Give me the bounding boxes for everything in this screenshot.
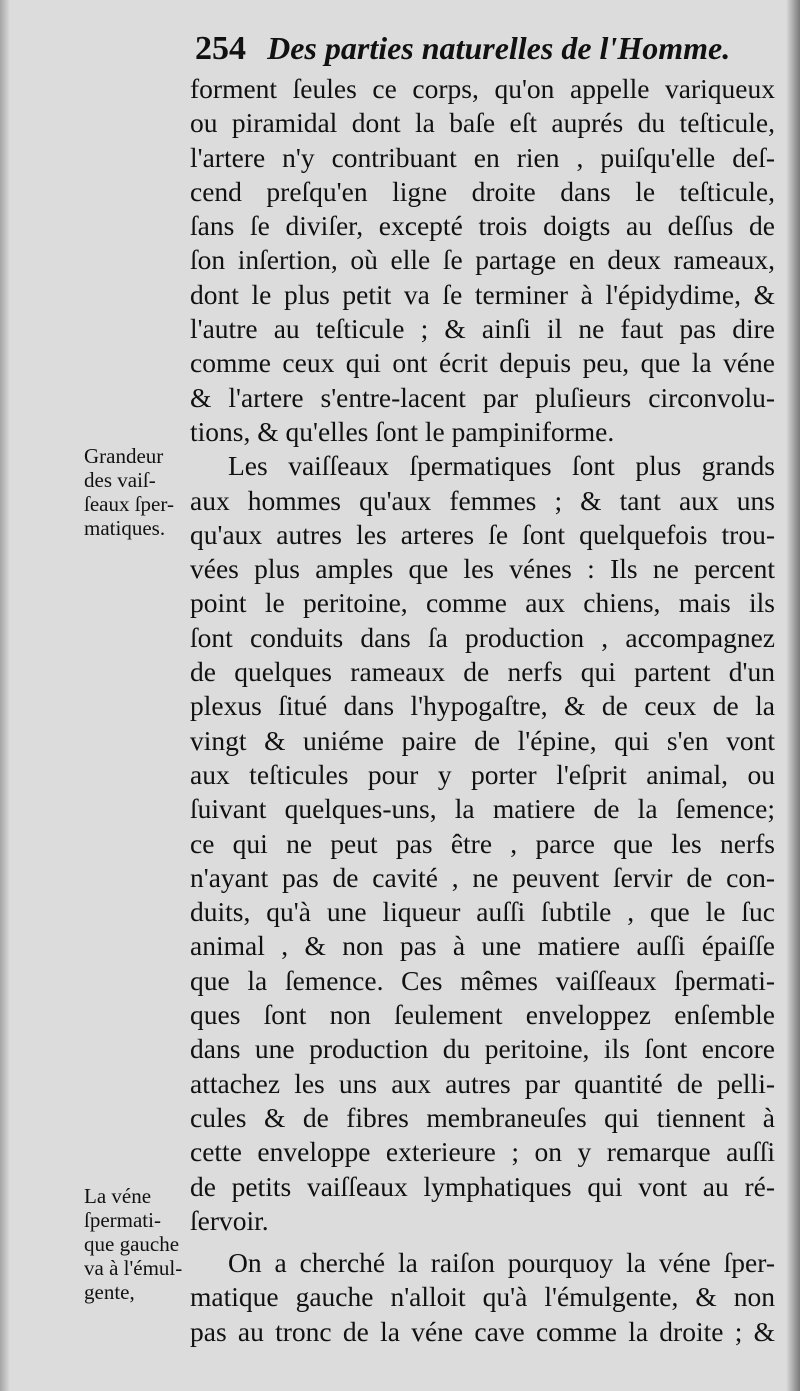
text-line: ſuivant quelques-uns, la matiere de la ſemence; [190, 793, 775, 825]
text-line: tions, & qu'elles ſont le pampiniforme. [190, 415, 615, 447]
text-line: pas au tronc de la véne cave comme la droite ; & [190, 1315, 775, 1347]
text-line: Les vaiſſeaux ſpermatiques ſont plus grands [228, 450, 775, 482]
text-line: cules & de fibres membraneuſes qui tiennent à [190, 1101, 775, 1133]
text-line: ques ſont non ſeulement enveloppez enſemble [190, 999, 775, 1031]
margin-note-line: matiques. [84, 516, 166, 540]
paragraph-3 [190, 1246, 775, 1349]
paragraph-gap [190, 1238, 775, 1246]
margin-note-line: des vaiſ- [84, 468, 156, 492]
text-line: matique gauche n'alloit qu'à l'émulgente, & non [190, 1281, 775, 1313]
text-line: vingt & uniéme paire de l'épine, qui s'en vont [190, 724, 775, 756]
text-line: plexus ſitué dans l'hypogaſtre, & de ceux de la [190, 690, 775, 722]
text-line: aux hommes qu'aux femmes ; & tant aux uns [190, 484, 775, 516]
text-line: dont le plus petit va ſe terminer à l'épidydime, & [190, 278, 775, 310]
margin-note-line: que gauche [84, 1232, 180, 1256]
text-line: n'ayant pas de cavité , ne peuvent ſervir de con- [190, 861, 775, 893]
text-line: duits, qu'à une liqueur auſſi ſubtile , que le ſuc [190, 896, 775, 928]
margin-note-line: ſpermati- [84, 1208, 161, 1232]
text-line: ſans ſe diviſer, excepté trois doigts au deſſus de [190, 210, 775, 242]
page-header [195, 30, 770, 78]
text-line: ce qui ne peut pas être , parce que les nerfs [190, 827, 775, 859]
page-number: 254 [195, 30, 246, 67]
text-line: dans une production du peritoine, ils ſont encore [190, 1033, 775, 1065]
running-title: Des parties naturelles de l'Homme. [267, 30, 731, 66]
text-line: On a cherché la raiſon pourquoy la véne ſper- [228, 1247, 775, 1279]
margin-note-line: ſeaux ſper- [84, 492, 174, 516]
margin-note-grandeur [84, 444, 192, 540]
text-line: cend preſqu'en ligne droite dans le teſticule, [190, 175, 775, 207]
text-line: cette enveloppe exterieure ; on y remarque auſſi [190, 1136, 775, 1168]
text-line: qu'aux autres les arteres ſe ſont quelquefois trou- [190, 518, 775, 550]
text-line: point le peritoine, comme aux chiens, mais ils [190, 587, 775, 619]
text-line: l'autre au teſticule ; & ainſi il ne faut pas dire [190, 313, 775, 345]
margin-note-line: va à l'émul- [84, 1256, 183, 1280]
text-line: de quelques rameaux de nerfs qui partent d'un [190, 656, 775, 688]
text-line: vées plus amples que les vénes : Ils ne percent [190, 553, 775, 585]
text-line: animal , & non pas à une matiere auſſi épaiſſe [190, 930, 775, 962]
margin-note-line: gente, [84, 1280, 135, 1304]
text-line: forment ſeules ce corps, qu'on appelle variqueux [190, 73, 775, 104]
text-line: ſervoir. [190, 1204, 269, 1236]
text-line: comme ceux qui ont écrit depuis peu, que la véne [190, 347, 775, 379]
text-line: l'artere n'y contribuant en rien , puiſqu'elle deſ- [190, 141, 775, 173]
text-line: de petits vaiſſeaux lymphatiques qui vont au ré- [190, 1170, 775, 1202]
margin-note-vene [84, 1184, 192, 1304]
paragraph-1 [190, 72, 775, 449]
text-line: ou piramidal dont la baſe eſt auprés du teſticule, [190, 107, 775, 139]
text-line: attachez les uns aux autres par quantité de pelli- [190, 1067, 775, 1099]
text-line: que la ſemence. Ces mêmes vaiſſeaux ſpermati- [190, 964, 775, 996]
text-line: ſont conduits dans ſa production , accompagnez [190, 621, 775, 653]
paragraph-2 [190, 449, 775, 1238]
page-edge-shadow [786, 0, 800, 1391]
margin-note-line: Grandeur [84, 444, 164, 468]
text-line: aux teſticules pour y porter l'eſprit animal, ou [190, 758, 775, 790]
page-gutter-shadow [0, 0, 10, 1391]
text-line: & l'artere s'entre-lacent par pluſieurs circonvolu- [190, 381, 775, 413]
text-line: ſon inſertion, où elle ſe partage en deux rameaux, [190, 244, 775, 276]
body-text [190, 72, 775, 1349]
margin-note-line: La véne [84, 1184, 152, 1208]
